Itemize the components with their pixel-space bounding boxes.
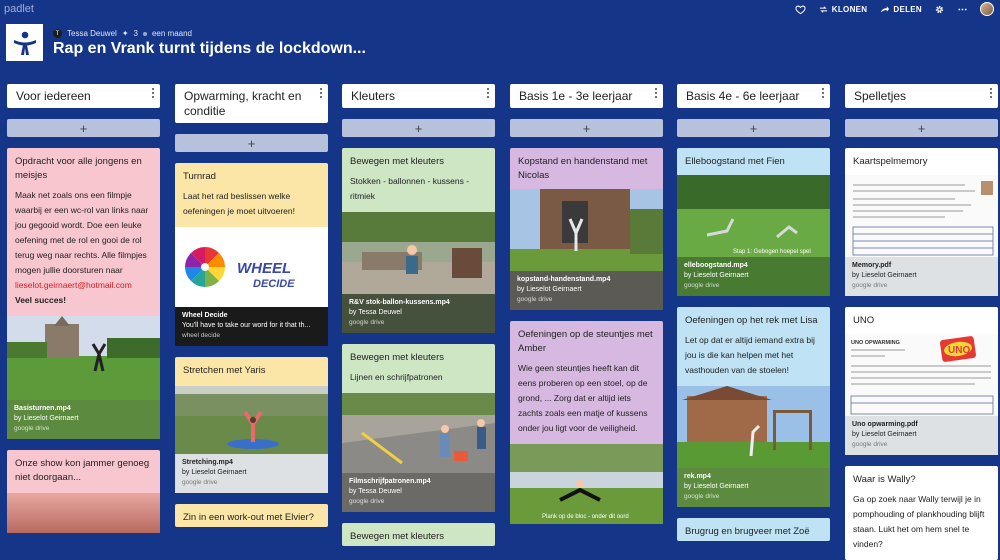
column-menu-icon[interactable] [990,88,994,98]
post-card[interactable] [7,148,160,439]
attachment-source: google drive [852,441,888,448]
attachment-info [7,400,160,439]
post-body: Laat het rad beslissen welke oefeningen je moet uitvoeren! [183,191,295,216]
column-title: Spelletjes [854,89,907,103]
post-body: Ga op zoek naar Wally terwijl je in pomphouding of plankhouding blijft staan. Lukt het om hem snel te vinden? [853,494,985,549]
column-header[interactable] [175,84,328,123]
post-card[interactable] [845,307,998,455]
attachment-name: elleboogstand.mp4 [684,262,748,269]
attachment-info [510,271,663,310]
add-post-button[interactable]: + [845,119,998,137]
post-title: Oefeningen op het rek met Lisa [685,315,818,326]
top-bar [0,0,1000,20]
attachment-info [845,416,998,455]
column-spelletjes [845,84,998,560]
more-horizontal-icon [957,4,968,15]
share-label: DELEN [893,4,922,14]
post-card[interactable] [510,321,663,524]
post-title: Bewegen met kleuters [350,156,444,167]
heart-button[interactable] [795,4,806,15]
post-text: Maak net zoals ons een filmpje waarbij er een wc-rol van links naar jou gegooid wordt. Doe een leuke oefening met de rol en gooi de rol terug weg naar rechts. Alle filmpjes mogen jullie doorsturen naar [15,190,149,275]
brand-logo[interactable]: padlet [4,3,34,15]
sparkle-icon: ✦ [121,29,129,38]
top-actions [795,2,994,16]
more-menu-button[interactable] [957,4,968,15]
video-caption: Plank op de bloc - onder dit oord [542,514,629,520]
column-menu-icon[interactable] [152,88,156,98]
attachment-source: google drive [182,479,218,486]
column-menu-icon[interactable] [655,88,659,98]
attachment-info [175,454,328,493]
attachment-author: by Lieselot Geirnaert [852,272,917,279]
gymnast-logo-icon [10,28,40,58]
attachment-name: rek.mp4 [684,473,711,480]
attachment-info [342,294,495,333]
column-title: Basis 1e - 3e leerjaar [519,89,633,103]
add-post-button[interactable]: + [342,119,495,137]
attachment-author: by Lieselot Geirnaert [684,483,749,490]
attachment-source: google drive [349,498,385,505]
attachment-source: google drive [349,319,385,326]
column-title: Kleuters [351,89,396,103]
attachment-source: google drive [14,425,50,432]
video-thumbnail[interactable] [175,386,328,454]
post-title: Brugrug en brugveer met Zoë [685,526,810,537]
post-card[interactable] [845,466,998,560]
attachment-source: google drive [684,282,720,289]
column-basis-1-3 [510,84,663,524]
post-title: Onze show kon jammer genoeg niet doorgaan... [15,458,150,483]
page-title: Rap en Vrank turnt tijdens de lockdown... [53,40,366,57]
share-arrow-icon [879,4,890,15]
post-title: Kaartspelmemory [853,156,928,167]
post-body: Wie geen steuntjes heeft kan dit eens proberen op een stoel, op de grond, ... Zorg dat er altijd iets zachts zoals een matje of kussens onder jou ligt voor de veiligheid. [518,363,648,433]
attachment-info [677,257,830,296]
wheel-decide-thumbnail[interactable] [175,227,328,307]
document-thumbnail[interactable] [845,334,998,416]
column-menu-icon[interactable] [487,88,491,98]
settings-button[interactable] [934,4,945,15]
add-post-button[interactable]: + [677,119,830,137]
author-avatar: T [53,29,62,38]
post-title: UNO [853,315,875,326]
post-card[interactable] [342,148,495,333]
author-name[interactable]: Tessa Deuwel [67,29,117,38]
link-preview [175,307,328,346]
document-heading: UNO OPWARMING [851,340,900,346]
attachment-info [845,257,998,296]
post-title: Stretchen met Yaris [183,365,266,376]
attachment-author: by Tessa Deuwel [349,309,402,316]
column-header[interactable] [845,84,998,108]
clone-label: KLONEN [831,4,868,14]
updated-time: een maand [151,29,192,38]
attachment-name: kopstand-handenstand.mp4 [517,276,611,283]
post-title: Kopstand en handenstand met Nicolas [518,156,648,181]
post-title: Zin in een work-out met Elvier? [183,512,314,523]
padlet-logo [6,24,43,61]
user-avatar[interactable] [980,2,994,16]
svg-text:DECIDE: DECIDE [253,278,295,290]
attachment-name: R&V stok-ballon-kussens.mp4 [349,299,450,306]
attachment-name: Stretching.mp4 [182,459,233,466]
share-button[interactable] [879,4,922,15]
add-post-button[interactable]: + [175,134,328,152]
post-title: Oefeningen op de steuntjes met Amber [518,329,653,354]
post-card[interactable] [845,148,998,296]
attachment-source: google drive [852,282,888,289]
gear-icon [934,4,945,15]
heart-icon [795,4,806,15]
attachment-author: by Tessa Deuwel [349,488,402,495]
attachment-source: google drive [517,296,553,303]
post-card[interactable] [175,357,328,493]
attachment-name: Basisturnen.mp4 [14,405,71,412]
svg-text:WHEEL: WHEEL [237,260,292,277]
attachment-author: by Lieselot Geirnaert [517,286,582,293]
column-header[interactable] [7,84,160,108]
attachment-info [677,468,830,507]
video-thumbnail[interactable] [677,175,830,257]
post-body: Let op dat er altijd iemand extra bij jou is die kan helpen met het vasthouden van de stoelen! [685,335,815,375]
post-card[interactable] [677,148,830,296]
clone-icon [818,4,829,15]
post-card[interactable] [677,518,830,541]
attachment-name: Memory.pdf [852,262,892,269]
post-card[interactable] [175,504,328,527]
video-caption: Stap 1: Gebogen hoepel spel [733,249,811,255]
link-source: wheel decide [182,332,220,339]
link-title: Wheel Decide [182,312,228,319]
author-meta [53,29,192,38]
contributors-count: 3 [133,29,138,38]
video-thumbnail[interactable] [342,212,495,294]
post-title: Waar is Wally? [853,474,916,485]
post-body [7,185,160,316]
post-body: Stokken - ballonnen - kussens - ritmiek [350,176,470,201]
video-thumbnail[interactable] [510,189,663,271]
svg-text:UNO: UNO [948,345,971,356]
column-header[interactable] [510,84,663,108]
post-card[interactable] [510,148,663,310]
add-post-button[interactable]: + [510,119,663,137]
column-title: Opwarming, kracht en conditie [184,89,302,118]
video-thumbnail[interactable] [342,393,495,473]
image-thumbnail[interactable] [7,493,160,533]
attachment-author: by Lieselot Geirnaert [684,272,749,279]
email-link[interactable]: lieselot.geirnaert@hotmail.com [15,280,132,290]
post-card[interactable] [677,307,830,507]
column-header[interactable] [677,84,830,108]
column-menu-icon[interactable] [320,88,324,98]
add-post-button[interactable]: + [7,119,160,137]
column-voor-iedereen [7,84,160,533]
attachment-name: Uno opwarming.pdf [852,421,918,428]
post-card[interactable] [7,450,160,533]
video-thumbnail[interactable] [7,316,160,400]
post-title: Bewegen met kleuters [350,531,444,542]
attachment-source: google drive [684,493,720,500]
attachment-name: Filmschrijfpatronen.mp4 [349,478,431,485]
post-title: Bewegen met kleuters [350,352,444,363]
separator-dot [143,32,147,36]
post-card[interactable] [342,523,495,546]
clone-button[interactable] [818,4,868,15]
post-card[interactable] [342,344,495,512]
column-header[interactable] [342,84,495,108]
attachment-author: by Lieselot Geirnaert [852,431,917,438]
column-basis-4-6 [677,84,830,541]
attachment-info [342,473,495,512]
attachment-author: by Lieselot Geirnaert [14,415,79,422]
column-title: Basis 4e - 6e leerjaar [686,89,800,103]
post-title: Elleboogstand met Fien [685,156,785,167]
column-title: Voor iedereen [16,89,91,103]
video-thumbnail[interactable] [510,444,663,524]
post-title: Turnrad [183,171,216,182]
video-thumbnail[interactable] [677,386,830,468]
post-body: Lijnen en schrijfpatronen [350,372,443,382]
link-description: You'll have to take our word for it that th... [182,322,311,329]
post-title: Opdracht voor alle jongens en meisjes [15,156,142,181]
column-opwarming [175,84,328,527]
document-thumbnail[interactable] [845,175,998,257]
post-card[interactable] [175,163,328,346]
post-closing: Veel succes! [15,295,67,305]
column-kleuters [342,84,495,546]
column-menu-icon[interactable] [822,88,826,98]
attachment-author: by Lieselot Geirnaert [182,469,247,476]
